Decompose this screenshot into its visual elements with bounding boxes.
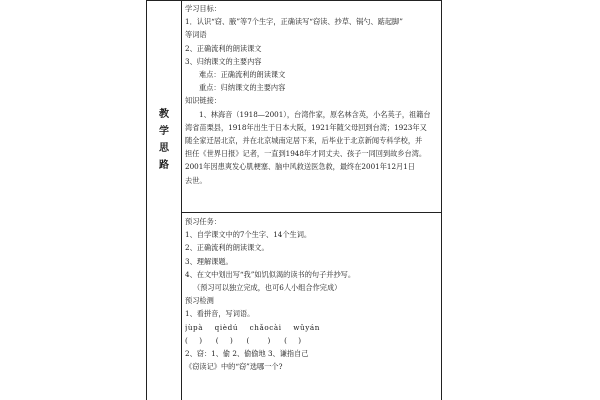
bio-line: 担任《世界日报》记者，一直到1948年才同丈夫、孩子一同回到故乡台湾。 — [185, 149, 427, 159]
table-top-border — [147, 0, 441, 1]
bio-line: 随全家迁居北京，并在北京城南定居下来，后毕业于北京新闻专科学校，并 — [185, 136, 423, 146]
label-char: 路 — [159, 160, 169, 171]
answer-blanks: ( ) ( ) ( ) ( ) — [185, 335, 302, 345]
task-note: （预习可以独立完成，也可6人小组合作完成） — [193, 283, 342, 293]
goal-1-cont: 等词语 — [185, 30, 207, 40]
task-1: 1、自学课文中的7个生字、14个生词。 — [185, 230, 312, 240]
bio-line: 2001年因患爽发心肌梗塞、脑中风救送医急救，最终在2001年12月1日 — [185, 162, 415, 172]
task-4: 4、在文中划出写“我”如饥似渴的读书的句子并抄写。 — [185, 269, 356, 279]
key-point: 重点：归纳课文的主要内容 — [199, 83, 286, 93]
goal-3: 3、归纳课文的主要内容 — [185, 56, 262, 66]
check-3: 《窃读记》中的“窃”选哪一个? — [185, 362, 283, 372]
check-1: 1、看拼音，写词语。 — [185, 309, 255, 319]
label-column — [147, 0, 182, 400]
vertical-label — [155, 106, 173, 174]
goal-1: 1．认识“窃、腋”等7个生字，正确读写“窃读、抄草、锅勺、踮起脚” — [185, 17, 403, 27]
bio-line: 去世。 — [185, 175, 207, 185]
goal-title: 学习目标： — [185, 4, 221, 13]
task-title: 预习任务： — [185, 217, 221, 226]
section-divider — [182, 212, 441, 213]
lesson-plan-table — [146, 0, 442, 400]
check-2: 2、窃：1、偷 2、偷偷地 3、谦指自己 — [185, 349, 309, 359]
label-char: 学 — [159, 126, 169, 137]
bio-line: 1、林海音（1918—2001），台湾作家，原名林含英，小名英子，祖籍台 — [199, 109, 431, 119]
preview-tasks-section — [185, 215, 438, 373]
pinyin-row: jùpà qièdú chǎocài wǔyán — [185, 322, 320, 332]
knowledge-title: 知识链接： — [185, 96, 221, 106]
goal-2: 2、正确流利的朗读课文 — [185, 43, 262, 53]
task-2: 2、正确流利的朗读课文。 — [185, 243, 269, 253]
bio-line: 湾省苗栗县，1918年出生于日本大阪，1921年随父母回到台湾；1923年又 — [185, 122, 427, 132]
check-title: 预习检测 — [185, 296, 214, 306]
label-char: 思 — [159, 143, 169, 154]
task-3: 3、理解课题。 — [185, 256, 233, 266]
difficult-point: 难点：正确流利的朗读课文 — [199, 70, 286, 80]
learning-goals-section — [185, 2, 438, 187]
label-char: 教 — [159, 109, 169, 120]
